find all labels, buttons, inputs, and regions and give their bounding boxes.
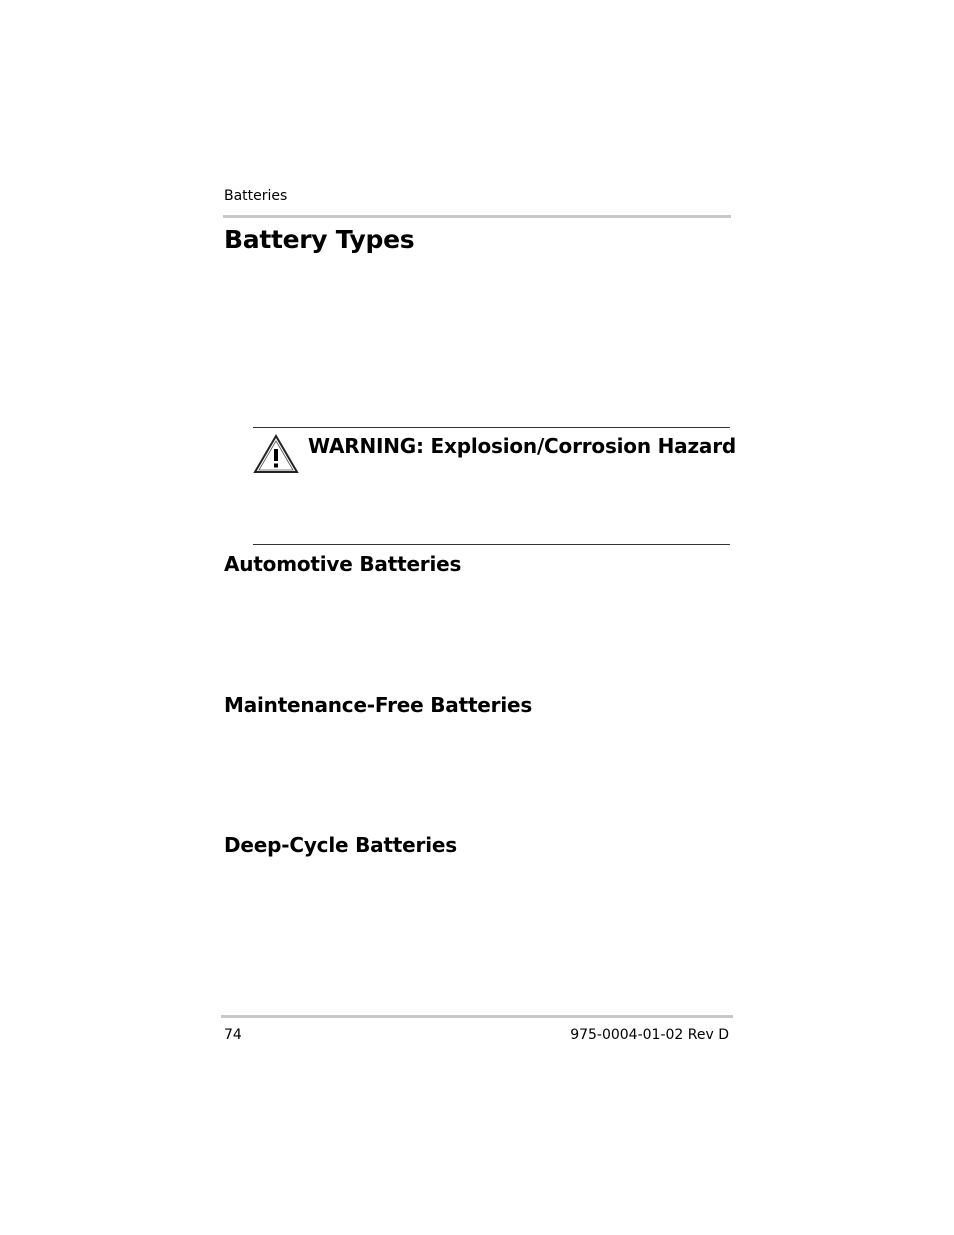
section-heading-maintenance-free: Maintenance-Free Batteries [224,693,533,717]
warning-top-rule [253,427,730,428]
header-rule [223,215,731,218]
page-title: Battery Types [224,225,415,254]
page-number: 74 [224,1027,242,1043]
warning-triangle-icon [253,434,299,474]
warning-title: WARNING: Explosion/Corrosion Hazard [308,434,736,458]
running-header: Batteries [224,188,288,204]
section-heading-automotive: Automotive Batteries [224,552,462,576]
document-number: 975-0004-01-02 Rev D [570,1027,729,1043]
section-heading-deep-cycle: Deep-Cycle Batteries [224,833,457,857]
warning-bottom-rule [253,544,730,545]
footer-rule [221,1015,733,1018]
